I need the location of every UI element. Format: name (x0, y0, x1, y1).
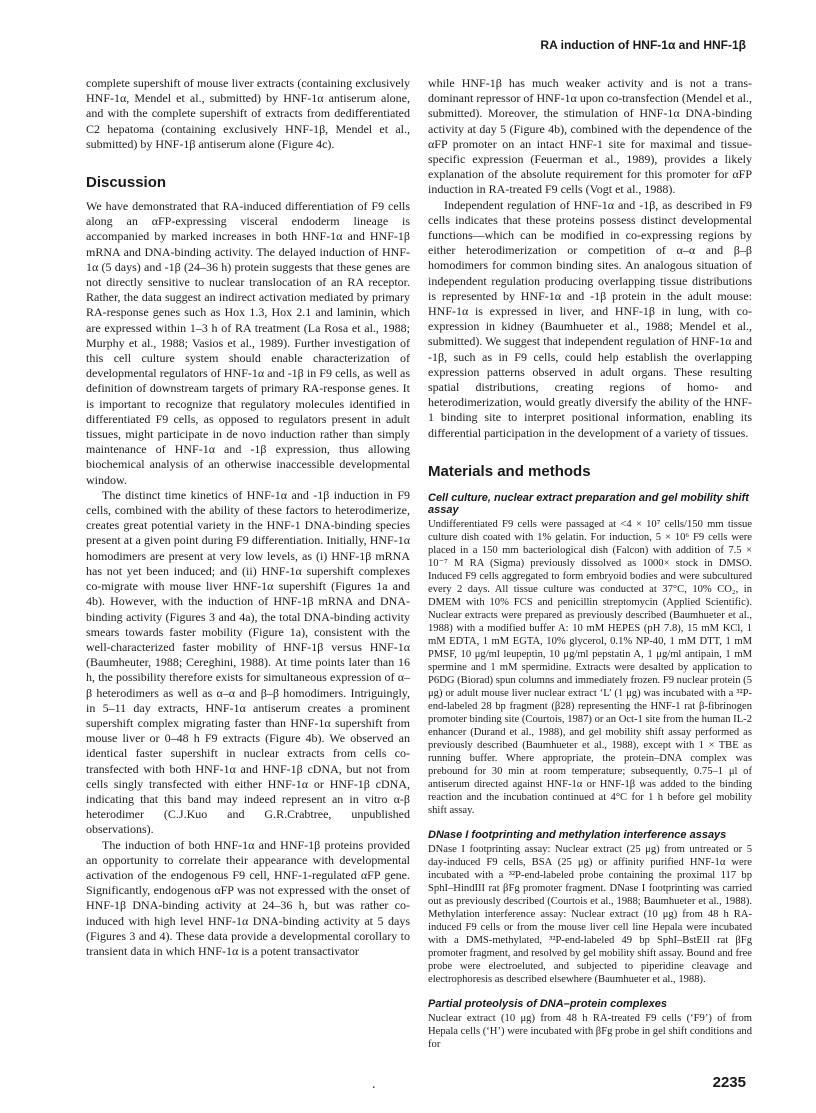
right-paragraph-1: while HNF-1β has much weaker activity and is not a trans-dominant repressor of HNF-1α upon co-transfection (Mendel et al., submitted). Moreover, the stimulation of HNF-1α DNA-binding activity at day 5 (Figure 4b), combined with the dependence of the αFP promoter on an intact HNF-1 site for maximal and tissue-specific expression (Feuerman et al., 1989), provides a likely explanation of the absolute requirement for this promoter for αFP induction in RA-treated F9 cells (Vogt et al., 1988). (428, 76, 752, 197)
methods-heading: Materials and methods (428, 462, 591, 480)
left-column (86, 76, 410, 959)
subsection-text-dnase: DNase I footprinting assay: Nuclear extract (25 μg) from untreated or 5 day-induced F9 cells, BSA (25 μg) or affinity purified HNF-1α were incubated with a ³²P-end-labeled probe containing the proximal 117 bp SphI–HindIII rat βFg promoter fragment. DNase I footprinting was carried out as previously described (Courtois et al., 1988; Baumhueter et al., 1988). Methylation interference assay: Nuclear extract (10 μg) from 48 h RA-induced F9 cells or from the mouse liver cell line Hepala were incubated with a DMS-methylated, ³²P-end-labeled 49 bp SphI–BstEII rat βFg promoter fragment, and resolved by gel mobility shift assay. Bound and free probe were electroeluted, and subjected to piperidine cleavage and electrophoresis as described elsewhere (Baumhueter et al., 1988). (428, 843, 752, 985)
intro-paragraph: complete supershift of mouse liver extracts (containing exclusively HNF-1α, Mendel et al., submitted) by HNF-1α antiserum alone, and with the complete supershift of extracts from dedifferentiated C2 hepatoma (containing exclusively HNF-1β, Mendel et al., submitted) by HNF-1β antiserum alone (Figure 4c). (86, 76, 410, 151)
subsection-text-cell-culture: Undifferentiated F9 cells were passaged at <4 × 10⁷ cells/150 mm tissue culture dish coated with 1% gelatin. For induction, 5 × 10⁶ F9 cells were placed in a 150 mm bacteriological dish (Falcon) with addition of 7.5 × 10⁻⁷ M RA (Sigma) previously dissolved as 1000× stock in DMSO. Induced F9 cells aggregated to form embryoid bodies and were subcultured every 2 days. All tissue culture was conducted at 37°C, 10% CO₂, in DMEM with 10% FCS and penicillin streptomycin (Applied Scientific). Nuclear extracts were prepared as previously described (Baumhueter et al., 1988) with a modified buffer A: 10 mM HEPES (pH 7.8), 15 mM KCl, 1 mM EDTA, 1 mM EGTA, 10% glycerol, 0.1% NP-40, 1 mM DTT, 1 mM PMSF, 10 μg/ml leupeptin, 10 μg/ml pepstatin A, 1 μg/ml antipain, 1 mM spermine and 1 mM spermidine. Extracts were desalted by application to P6DG (Biorad) spun columns and immediately frozen. F9 nuclear protein (5 μg) or adult mouse liver nuclear extract ‘L’ (1 μg) was incubated with a ³²P-end-labeled 28 bp fragment (β28) representing the HNF-1 rat β-fibrinogen promoter binding site (Courtois, 1987) or an Oct-1 site from the human IL-2 enhancer (Durand et al., 1988), and gel mobility shift assay performed as previously described (Baumhueter et al., 1988), except with 1 × TBE as running buffer. Where appropriate, the protein–DNA complex was prebound for 30 min at room temperature; subsequently, 0.75–1 μl of antiserum directed against HNF-1α or HNF-1β was added to the binding reaction and the incubation continued at 4°C for 1 h before gel mobility shift assay. (428, 518, 752, 816)
subsection-heading-cell-culture: Cell culture, nuclear extract preparation and gel mobility shift assay (428, 491, 749, 516)
right-column (428, 76, 752, 1051)
discussion-paragraph-1: We have demonstrated that RA-induced differentiation of F9 cells along an αFP-expressing visceral endoderm lineage is accompanied by marked increases in both HNF-1α and HNF-1β mRNA and DNA-binding activity. The delayed induction of HNF-1α (5 days) and -1β (24–36 h) protein suggests that these genes are not directly sensitive to nuclear translocation of an RA receptor. Rather, the data suggest an indirect activation mediated by primary RA-response genes such as Hox 1.3, Hox 2.1 and laminin, which are expressed within 1–3 h of RA treatment (La Rosa et al., 1988; Murphy et al., 1988; Vasios et al., 1989). Further investigation of this cell culture system should enable characterization of developmental regulators of HNF-1α and -1β in F9 cells, as well as definition of downstream targets of primary RA-response genes. It is important to recognize that regulatory molecules identified in differentiated F9 cells, as opposed to regulators present in adult tissues, might participate in de novo induction rather than simply maintenance of HNF-1α and -1β expression, thus allowing biochemical analysis of an otherwise inaccessible developmental window. (86, 199, 410, 487)
running-header: RA induction of HNF-1α and HNF-1β (540, 38, 746, 52)
page-number: 2235 (712, 1074, 746, 1091)
right-paragraph-2: Independent regulation of HNF-1α and -1β, as described in F9 cells indicates that these proteins possess distinct developmental functions—which can be modified in co-expressing regions by either heterodimerization or competition of α–α and β–β homodimers for common binding sites. An analogous situation of independent regulation producing overlapping tissue distributions is represented by HNF-1α and -1β protein in the adult mouse: HNF-1α is expressed in liver, and HNF-1β in lung, with co-expression in kidney (Baumhueter et al., 1988; Mendel et al., submitted). We suggest that independent regulation of HNF-1α and -1β, such as in F9 cells, could help establish the overlapping expression patterns observed in adult organs. These resulting spatial distributions, creating regions of homo- and heterodimerization, would greatly diversify the ability of the HNF-1 binding site to interpret positional information, enabling its differential participation in the development of a variety of tissues. (428, 197, 752, 440)
discussion-heading: Discussion (86, 174, 167, 192)
subsection-heading-dnase: DNase I footprinting and methylation interference assays (428, 828, 727, 841)
subsection-heading-proteolysis: Partial proteolysis of DNA–protein complexes (428, 997, 668, 1010)
subsection-text-proteolysis: Nuclear extract (10 μg) from 48 h RA-treated F9 cells (‘F9’) of from Hepala cells (‘H’) were incubated with βFg probe in gel shift conditions and for (428, 1012, 752, 1050)
discussion-paragraph-2: The distinct time kinetics of HNF-1α and -1β induction in F9 cells, combined with the ability of these factors to heterodimerize, creates great potential variety in the HNF-1 DNA-binding species present at a given point during F9 differentiation. Initially, HNF-1α homodimers are present at very low levels, as (i) HNF-1β mRNA has not yet been induced; and (ii) HNF-1α supershift complexes co-migrate with mouse liver HNF-1α supershift (Figures 1a and 4b). However, with the induction of HNF-1β mRNA and DNA-binding activity (Figures 3 and 4a), the total DNA-binding activity smears towards faster mobility (Figure 1a), consistent with the well-characterized faster mobility of HNF-1β versus HNF-1α (Baumheuter, 1988; Cereghini, 1988). At time points later than 16 h, the possibility therefore exists for simultaneous expression of α–β heterodimers as well as α–α and β–β homodimers. Intriguingly, in 5–11 day extracts, HNF-1α antiserum creates a prominent supershift complex migrating faster than HNF-1α supershift from mouse liver or 0–48 h F9 extracts (Figure 4b). We observed an identical faster supershift in nuclear extracts from cells co-transfected with both HNF-1α and HNF-1β cDNA, but not from cells singly transfected with either HNF-1α or HNF-1β cDNA, indicating that this band may indeed represent an in vitro α-β heterodimer (C.J.Kuo and G.R.Crabtree, unpublished observations). (86, 487, 410, 837)
discussion-paragraph-3: The induction of both HNF-1α and HNF-1β proteins provided an opportunity to correlate their appearance with developmental activation of the endogenous F9 cell, HNF-1-regulated αFP gene. Significantly, endogenous αFP was not expressed with the onset of HNF-1β DNA-binding activity at 24–36 h, but was rather co-induced with high level HNF-1α DNA-binding activity at 5 days (Figures 3 and 4). These data provide a developmental corollary to transient data in which HNF-1α is a potent transactivator (86, 837, 410, 958)
footer-mark: . (372, 1077, 376, 1092)
